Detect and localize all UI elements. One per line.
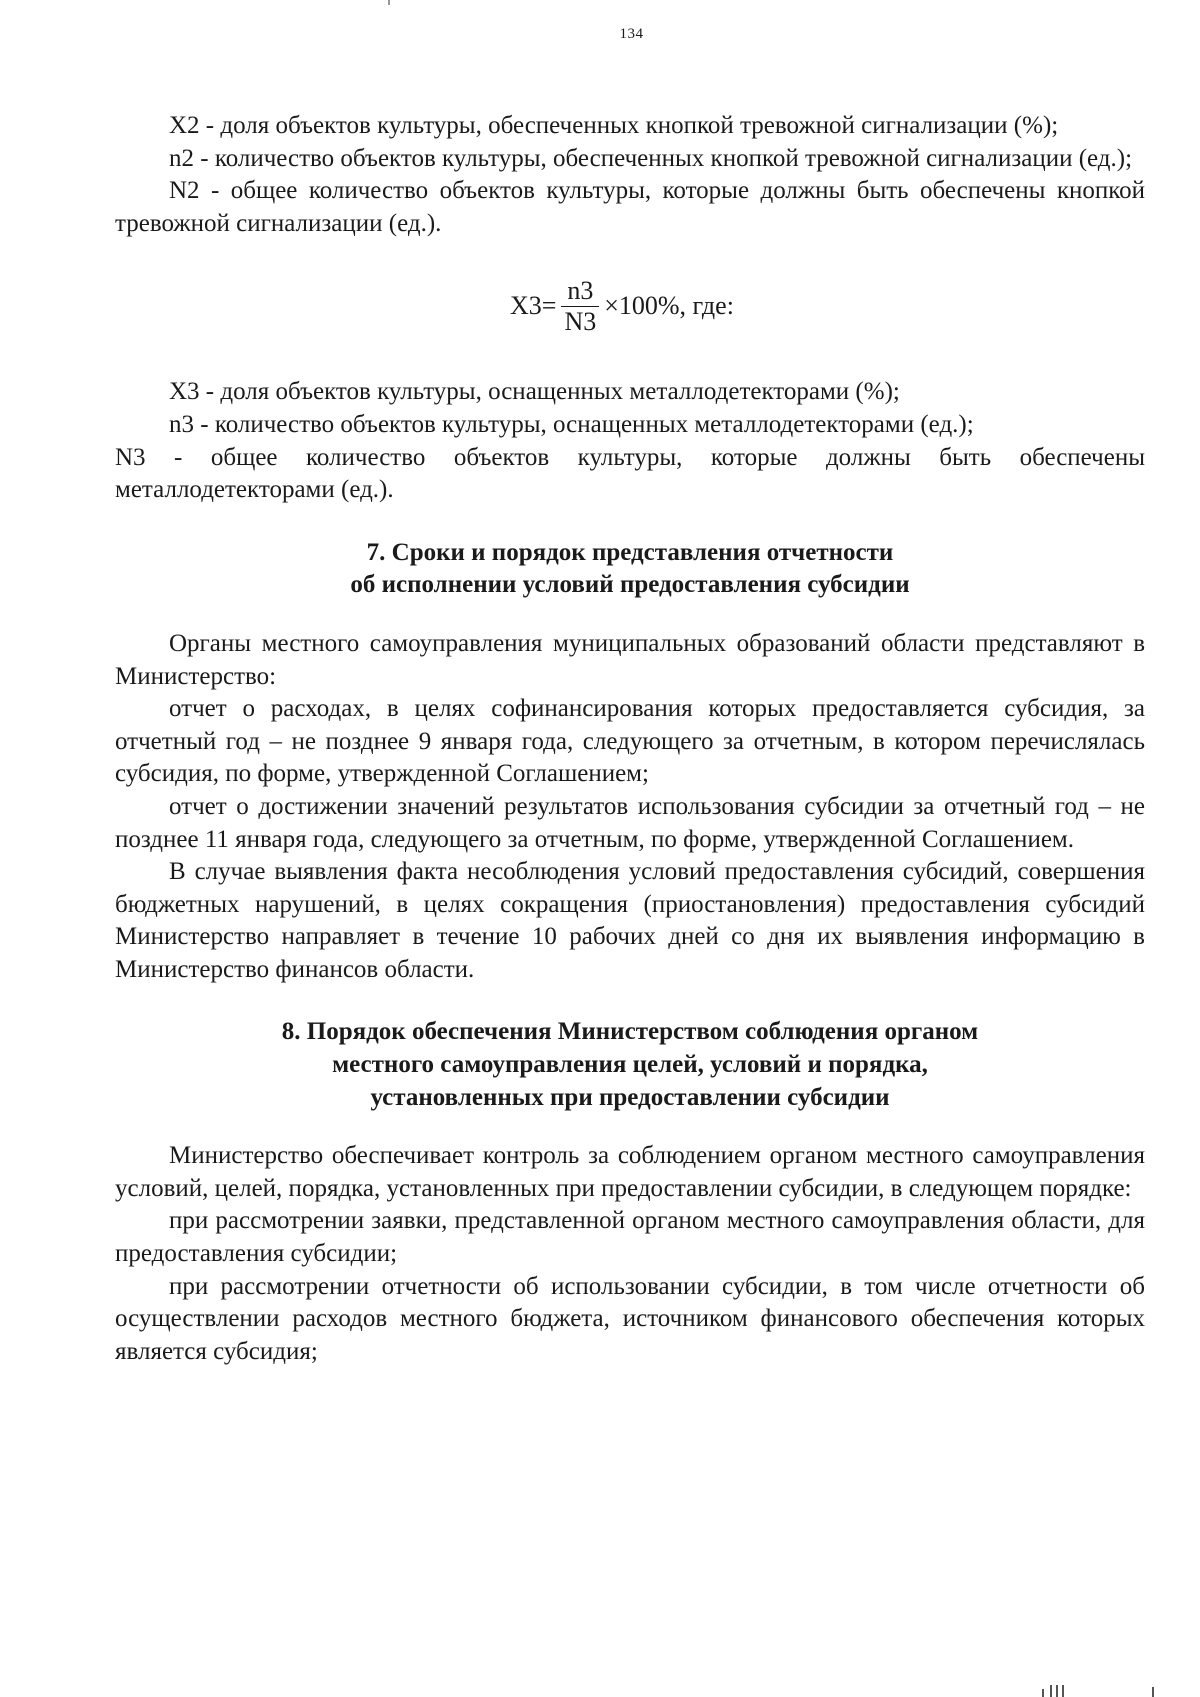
section-7-paragraph-4: В случае выявления факта несоблюдения условий предоставления субсидий, совершения бюджетных нарушений, в целях сокращения (приостановления) предоставления субсидий Министерство направляет в течение 10 рабочих дней со дня их выявления информацию в Министерство финансов области. bbox=[115, 858, 1145, 983]
x3-definition: X3 - доля объектов культуры, оснащенных металлодетекторами (%); bbox=[169, 378, 900, 406]
section-7-title-line-2: об исполнении условий предоставления субсидии bbox=[350, 571, 910, 599]
n2-small-definition: n2 - количество объектов культуры, обеспеченных кнопкой тревожной сигнализации (ед.); bbox=[169, 144, 1133, 172]
section-8-paragraph-3: при рассмотрении отчетности об использовании субсидии, в том числе отчетности об осуществлении расходов местного бюджета, источником финансового обеспечения которых является субсидия; bbox=[115, 1272, 1145, 1365]
section-8-paragraph-2: при рассмотрении заявки, представленной органом местного самоуправления области, для предоставления субсидии; bbox=[115, 1207, 1145, 1268]
section-8-heading bbox=[115, 1016, 1145, 1114]
formula-numerator: n3 bbox=[561, 276, 599, 307]
n3-small-definition: n3 - количество объектов культуры, оснащенных металлодетекторами (ед.); bbox=[169, 410, 974, 438]
formula-lhs: X3= bbox=[510, 291, 557, 321]
section-7-title-line-1: 7. Сроки и порядок представления отчетности bbox=[366, 538, 894, 566]
section-8-paragraph-1: Министерство обеспечивает контроль за соблюдением органом местного самоуправления условий, целей, порядка, установленных при предоставлении субсидии, в следующем порядке: bbox=[115, 1142, 1145, 1202]
formula-rhs: ×100%, где: bbox=[604, 291, 734, 321]
scan-artifact-mark bbox=[388, 0, 390, 5]
formula-denominator: N3 bbox=[564, 306, 597, 336]
scan-tick bbox=[1062, 1685, 1064, 1697]
section-7-paragraph-3: отчет о достижении значений результатов использования субсидии за отчетный год – не позднее 11 января года, следующего за отчетным, по форме, утвержденной Соглашением. bbox=[115, 792, 1145, 853]
x3-formula bbox=[115, 258, 1145, 354]
n2-big-definition: N2 - общее количество объектов культуры, которые должны быть обеспечены кнопкой тревожной сигнализации (ед.). bbox=[115, 177, 1145, 237]
scan-tick bbox=[1152, 1687, 1154, 1697]
scan-tick bbox=[1050, 1685, 1052, 1697]
section-7-paragraph-1: Органы местного самоуправления муниципальных образований области представляют в Министерство: bbox=[115, 629, 1145, 690]
n3-big-definition: N3 - общее количество объектов культуры, которые должны быть обеспечены металлодетекторами (ед.). bbox=[115, 443, 1145, 504]
x2-definition: X2 - доля объектов культуры, обеспеченных кнопкой тревожной сигнализации (%); bbox=[169, 112, 1059, 139]
section-8-title-line-1: 8. Порядок обеспечения Министерством соблюдения органом bbox=[281, 1018, 979, 1046]
formula-fraction bbox=[558, 276, 602, 337]
scan-tick bbox=[1042, 1689, 1044, 1697]
section-8-title-line-3: установленных при предоставлении субсидии bbox=[370, 1083, 890, 1111]
document-body bbox=[115, 110, 1145, 1368]
scan-tick bbox=[1056, 1685, 1058, 1697]
scan-artifact-footer bbox=[1040, 1683, 1160, 1697]
section-8-title-line-2: местного самоуправления целей, условий и порядка, bbox=[332, 1051, 928, 1079]
section-7-heading bbox=[115, 537, 1145, 602]
section-7-paragraph-2: отчет о расходах, в целях софинансирования которых предоставляется субсидия, за отчетный год – не позднее 9 января года, следующего за отчетным, в котором перечислялась субсидия, по форме, утвержденной Соглашением; bbox=[115, 695, 1145, 788]
page-number: 134 bbox=[619, 26, 644, 42]
